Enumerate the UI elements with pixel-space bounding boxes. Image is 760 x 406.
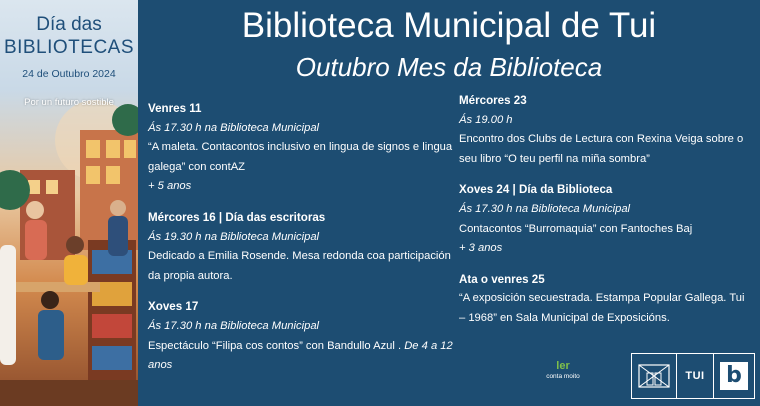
event-item <box>148 297 453 375</box>
page-subtitle: Outubro Mes da Biblioteca <box>295 52 603 82</box>
poster-title-line1: Día das <box>36 14 102 35</box>
concello-tui-logo <box>631 353 755 399</box>
poster-title-line2: BIBLIOTECAS <box>3 37 135 58</box>
event-description: “A maleta. Contacontos inclusivo en lingua de signos e lingua galega” con contAZ <box>148 141 453 173</box>
event-age: + 5 anos <box>148 180 192 193</box>
event-description: Contacontos “Burromaquia” con Fantoches Baj <box>459 222 693 235</box>
ler-logo-text: ler <box>556 360 570 372</box>
event-item <box>459 180 753 258</box>
event-description: Encontro dos Clubs de Lectura con Rexina Veiga sobre o seu libro “O teu perfil na miña sombra” <box>459 133 744 165</box>
event-item <box>459 91 753 169</box>
poster-illustration <box>0 0 138 406</box>
ler-logo-subtext: conta moito <box>546 373 580 380</box>
event-description: Dedicado a Emilia Rosende. Mesa redonda coa participación da propia autora. <box>148 250 451 282</box>
event-time: Ás 17.30 h na Biblioteca Municipal <box>148 121 320 134</box>
event-description <box>148 337 453 376</box>
event-time: Ás 17.30 h na Biblioteca Municipal <box>148 319 320 332</box>
poster-date: 24 de Outubro 2024 <box>22 68 116 80</box>
event-description-text: Espectáculo “Filipa cos contos” con Bandullo Azul . <box>148 339 405 352</box>
event-description: “A exposición secuestrada. Estampa Popular Gallega. Tui – 1968” en Sala Municipal de Exposicións. <box>459 292 745 324</box>
events-right-column <box>459 91 753 340</box>
event-heading: Xoves 24 | Día da Biblioteca <box>459 183 613 197</box>
library-b-logo <box>714 354 754 398</box>
event-heading: Mércores 16 | Día das escritoras <box>148 210 326 224</box>
event-heading: Xoves 17 <box>148 300 199 314</box>
event-item <box>148 99 453 197</box>
crest-icon <box>632 354 677 398</box>
event-time: Ás 17.30 h na Biblioteca Municipal <box>459 202 631 215</box>
event-heading: Venres 11 <box>148 102 202 115</box>
library-scene-illustration <box>0 0 138 406</box>
event-heading: Mércores 23 <box>459 94 527 107</box>
events-left-column <box>148 99 453 387</box>
event-time: Ás 19.00 h <box>459 113 513 126</box>
tui-logo-text: TUI <box>677 354 714 398</box>
event-age: De 4 a 12 anos <box>148 339 453 372</box>
ler-conta-moito-logo <box>541 360 585 381</box>
event-time: Ás 19.30 h na Biblioteca Municipal <box>148 230 320 243</box>
page-title: Biblioteca Municipal de Tui <box>241 6 657 45</box>
poster-tagline: Por un futuro sostible <box>24 97 114 108</box>
event-heading: Ata o venres 25 <box>459 272 545 286</box>
b-logo-icon: b <box>720 362 748 390</box>
event-item <box>148 208 453 286</box>
event-age: + 3 anos <box>459 242 503 255</box>
event-item <box>459 270 753 329</box>
